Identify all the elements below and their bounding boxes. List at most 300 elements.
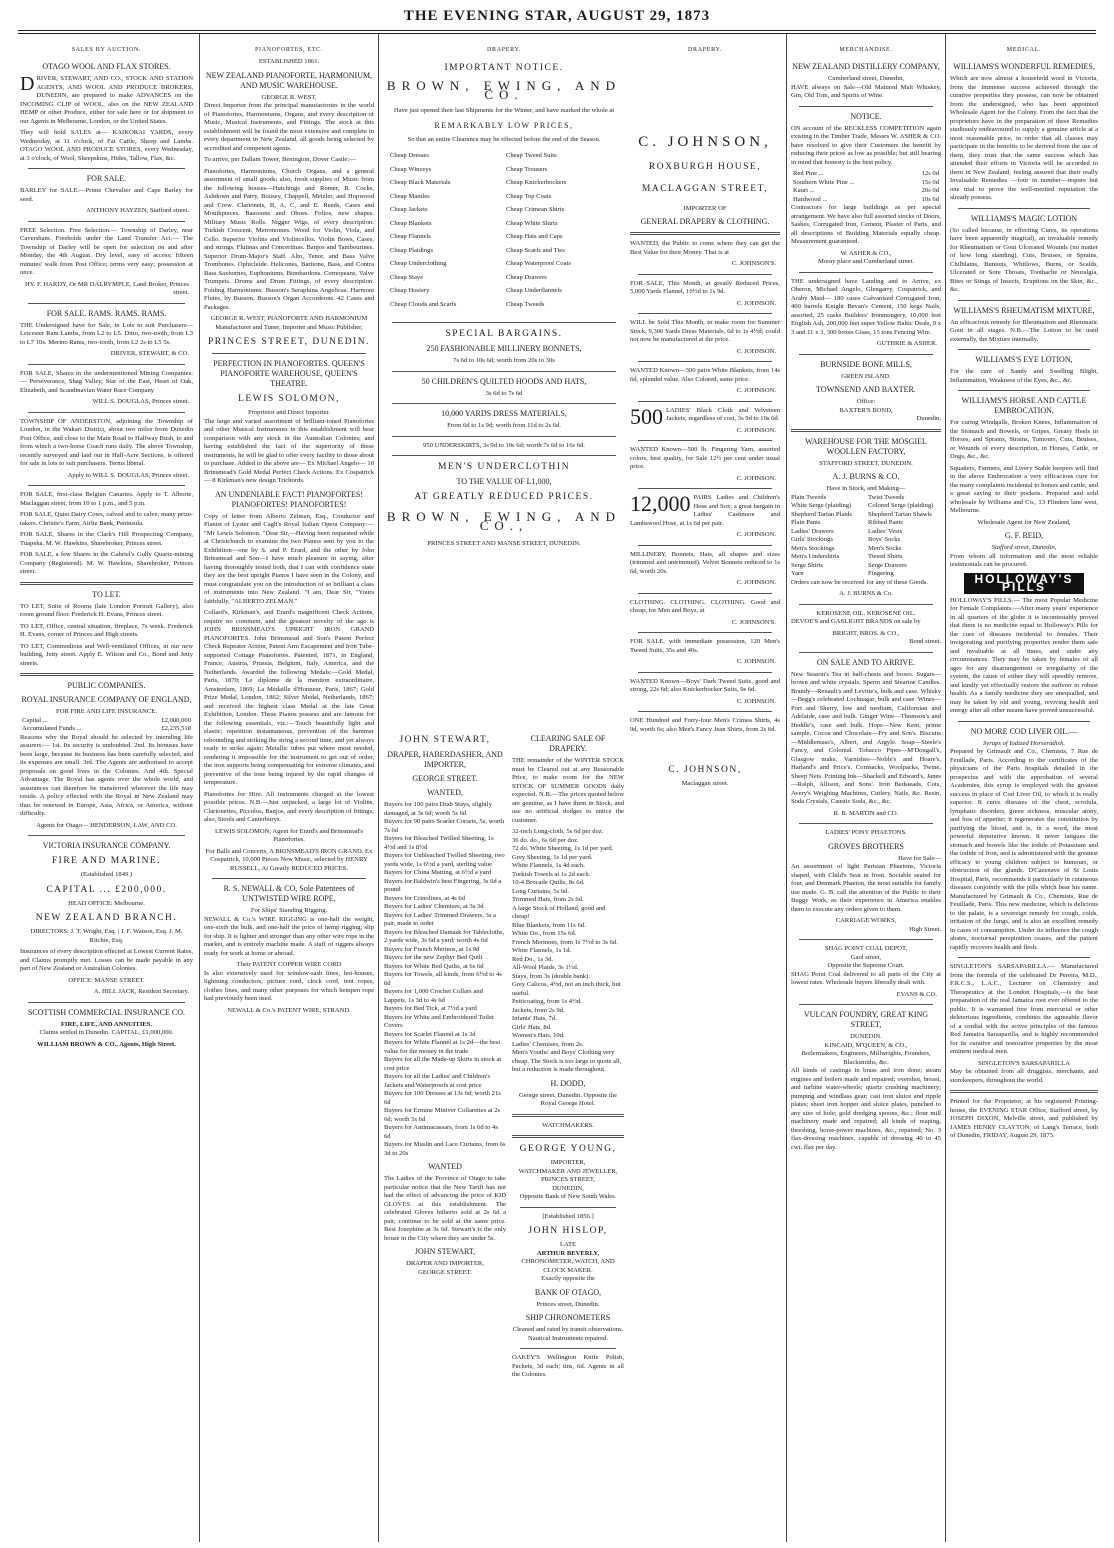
list-item: Cheap Tweeds (506, 300, 545, 308)
row-label: Hardwood ... (793, 195, 828, 203)
list-item: Cheap Winceys (390, 165, 432, 173)
list-item: Ladies' Vests (868, 527, 903, 535)
ad-signature: DRIVER, STEWART, & CO. (110, 350, 189, 357)
ad-heading: NOTICE. (850, 111, 882, 121)
ad-signature: GUTHRIE & ASHER. (876, 340, 937, 347)
ad-body: Squatters, Farmers, and Livery Stable keepers will find in the above Embrocation a very efficacious cure for the many complaints incidental to horses and cattle, and a great saving to their pockets. Prepared and sold wholesale by Williams and Co., 13 Flinders lane west, Melbourne. (950, 464, 1098, 514)
list-item: 10-4 Brocade Quilts, 8s 6d. (512, 879, 585, 886)
ad-body: 7s 6d to 10s 6d; worth from 20s to 30s (453, 357, 555, 364)
list-item: Cheap Stays (390, 273, 423, 281)
ad-body: 12,000 PAIRS Ladies and Children's Hose and Sox; a great bargain in Ladies' Cashmere and Lambswool Hose, at 1s 6d per pair. (630, 491, 780, 527)
divider (958, 208, 1090, 209)
list-item: Buyers for 90 pairs Scarlet Corsets, 5s; worth 7s 6d (384, 818, 505, 834)
list-item: Petticoating, from 1s 4½d. (512, 998, 582, 1005)
ad-heading: NO MORE COD LIVER OIL.— (970, 726, 1078, 736)
list-item: Buyers for Ladies' Trimmed Drawers, 3s a pair, made to order (384, 911, 496, 927)
ad-title: BROWN, EWING, AND CO. (386, 78, 622, 102)
divider (20, 582, 193, 585)
ad-signature: Agents for Otago— HENDERSON, LAW, AND CO. (36, 821, 177, 829)
divider (958, 721, 1090, 722)
ad-subheading: BANK OF OTAGO, (534, 1287, 602, 1297)
ad-heading: WANTED, (427, 788, 463, 797)
ad-heading: BURNSIDE BONE MILLS, (820, 359, 912, 369)
ad-subheading: For Ships' Standing Rigging. (250, 907, 328, 914)
list-item: French Merinoes, from 1s 7½d to 3s 6d. (512, 938, 618, 946)
row-value: £2,235,518 (161, 725, 191, 732)
list-item: Buyers for Antimacassars, from 1s 6d to 4s 6d (384, 1124, 498, 1140)
ad-address: PRINCES STREET, DUNEDIN. (208, 337, 370, 347)
list-item: Ladies' Chemises, from 2s. (512, 1040, 584, 1048)
ad-heading: CLEARING SALE OF DRAPERY. (530, 734, 606, 753)
ad-body: FOR SALE, Shares in the undermentioned Mining Companies:— Perseverance, Shag Valley, Star of the East, Heart of Oak, Elizabeth, and Scandinavian Water Race Company (20, 369, 193, 394)
ad-heading: WAREHOUSE FOR THE MOSGIEL WOOLLEN FACTORY, (805, 436, 927, 456)
ad-body: CLOTHING. CLOTHING. CLOTHING. Good and cheap, for Men and Boys, at (630, 598, 780, 614)
list-item: Buyers for Crinolines, at 4s 6d (384, 894, 465, 902)
list-item: Cheap Jackets (390, 206, 428, 213)
clearing-sale-column (512, 730, 624, 1536)
list-item: Cheap Knickerbockers (506, 179, 567, 186)
ad-text: Exactly opposite the (541, 1275, 595, 1282)
list-item: Red Do., 1s 3d. (512, 955, 554, 963)
ad-signature: C. JOHNSON. (736, 474, 776, 482)
ad-text: Have in Stock, and Making— (826, 485, 906, 492)
ad-address: STAFFORD STREET, DUNEDIN. (819, 459, 913, 467)
table-row (791, 170, 941, 179)
ad-address: Stafford street, Dunedin, (991, 544, 1057, 551)
ad-text: Office: (856, 398, 876, 405)
ad-subheading: WATCHMAKER AND JEWELLER, (518, 1167, 618, 1175)
divider (28, 485, 185, 486)
divider (512, 1114, 624, 1117)
list-item: Cheap Black Materials (390, 179, 451, 186)
list-item: 32-inch Long-cloth, 5s 6d per doz. (512, 828, 604, 835)
ad-body: MILLINERY, Bonnets, Hats, all shapes and sizes (trimmed and untrimmed). Velvet Bonnets reduced to 1s 6d, worth 20s. (630, 550, 780, 575)
ad-text: DIRECTORS: J. T. Wright, Esq. | J. F. Watson, Esq. J. M. Ritchie, Esq. (30, 928, 183, 944)
divider (212, 353, 366, 354)
ad-subheading: BAXTER'S BOND, (839, 406, 893, 414)
ad-address: MACLAGGAN STREET, (641, 183, 769, 194)
column-header: SALES BY AUCTION. (71, 47, 142, 53)
divider (512, 1135, 624, 1138)
john-stewart-ad (384, 730, 506, 1536)
mosgiel-list (791, 494, 941, 579)
ad-signature: CARRIAGE WORKS, (835, 917, 897, 924)
ad-body: Insurances of every description effected at Lowest Current Rates, and Claims promptly met. Losses can be made payable in any part of New Zealand or Australian Colonies. (20, 948, 193, 972)
list-item: 36 do. do., 6s 6d per doz. (512, 836, 579, 844)
list-item: White Do., from 15s 6d. (512, 930, 577, 937)
column-header: DRAPERY. (687, 47, 722, 53)
list-item: Twist Tweeds (868, 493, 905, 501)
ad-body: ONE Hundred and Forty-four Men's Crimea Shirts, 4s 9d, worth 6s; also Men's Fancy Jean Shirts, from 2s 6d. (630, 717, 780, 733)
list-item: Men's Undershirts (791, 553, 840, 560)
ad-signature: GEORGE STREET. (418, 1268, 472, 1276)
divider (799, 106, 933, 107)
list-item: Boys' Socks (868, 536, 901, 543)
ad-subheading: KINCAID, M'QUEEN, & CO., (824, 1041, 908, 1049)
ad-heading: NEW ZEALAND PIANOFORTE, HARMONIUM, AND MUSIC WAREHOUSE. (205, 70, 373, 90)
ad-subheading: 50 CHILDREN'S QUILTED HOODS AND HATS, (421, 376, 587, 386)
list-item: White Flannels, 1s 4d each. (512, 862, 585, 869)
divider (392, 455, 616, 456)
ad-signature: C. JOHNSON. (736, 347, 776, 355)
divider (638, 274, 772, 275)
ad-body: Pianofortes, Harmoniums, Church Organs, and a general assortment of small goods; also, fresh supplies of Music from the following houses—Hutchings and Romer, R. Cocks, Ashdown and Parry, Boosey, Chappell, Metzler, and Hopwood and Crew. Clarionets, B, A, C, and E. Reeds, Cases and Mouthpieces. Bassoons and Oboes. Folios, new shapes. Military Music Rolls. Nigger Wigs, of every description. Turkish Crescent. Metronomes. Wood for Violin, Viola, and Cello. Superior Violins and Violincellos. Violin Bows, Cases, and strings. Flutinas and Concertinas. Banjos and Tambourines. Superior Drum-Major's Staff. Alto, Tenor, and Bass Valve Trombones. Ophicleide. Helicones, Baritone, Bass, and Contra Bass Saxhornes, Euphoniums, Bombardons. Cornopeans, Valve Trumpets. Drums and Drum Fittings, of every description. Folding Harmoniums. Busson's Seraphina Angelicas. Harmoni Flutes, by Busson. Busson's Organ Accordeons. 42 Cases and Packages. (204, 167, 374, 311)
column-medical (950, 46, 1098, 1536)
ad-text: Have for Sale— (898, 854, 941, 862)
column-header: DRAPERY. (486, 47, 521, 53)
ad-signature: C. JOHNSON. (736, 387, 776, 394)
divider (28, 364, 185, 365)
divider (958, 957, 1090, 958)
column-divider (199, 34, 200, 1542)
divider (28, 303, 185, 304)
divider (799, 604, 933, 605)
ad-body: NEWALL & Co.'s WIRE RIGGING is one-half the weight, one-sixth the bulk, and one-half the price of hemp rigging; slip for ship. It is lighter and stronger than any other wire rope in the market, and is entirely machine made. A staff of riggers always ready for work at home or abroad. (204, 915, 374, 957)
ad-subheading: TOWNSEND AND BAXTER. (816, 385, 916, 394)
divider (638, 313, 772, 314)
ad-body: An efficacious remedy for Rheumatism and Rheumatic Gout in all stages. N.B.—The Lotion to be used externally, the Mixture internally. (950, 318, 1098, 343)
column-pianofortes (204, 46, 374, 1536)
list-item: Buyers for White and Embroidered Toilet Covers (384, 1013, 494, 1029)
ad-body: WANTED, the Public to come where they can get the Best Value for their Money. That is at (630, 240, 780, 256)
ad-heading: KEROSENE OIL. KEROSENE OIL. (816, 609, 916, 617)
ad-address: PRINCES STREET AND MANSE STREET, DUNEDIN. (427, 540, 581, 547)
ad-body: SHAG Point Coal delivered to all parts of the City at lowest rates. Wholesale buyers liberally dealt with. (791, 970, 941, 986)
divider (799, 272, 933, 273)
divider (638, 711, 772, 712)
ad-title: C. JOHNSON, (668, 765, 742, 775)
ad-heading: WANTED (428, 1162, 462, 1171)
ad-heading: OTAGO WOOL AND FLAX STORES. (42, 62, 171, 71)
row-label: Red Pine ... (793, 170, 824, 177)
ad-body: 950 UNDERSKIRTS, 3s 9d to 10s 6d; worth 7s 6d to 16s 6d. (423, 441, 585, 449)
ad-heading: SCOTTISH COMMERCIAL INSURANCE CO. (27, 1007, 186, 1017)
ad-body: THE Undersigned have for Sale, in Lots to suit Purchasers— Leicester Ram Lambs, from L2 to L5. Ditto, two-tooth, from L3 to L7 10s. Merino Rams, two-tooth, from L2 2s to L5 5s. (20, 321, 193, 346)
ad-subheading: GEORGE R. WEST, PIANOFORTE AND HARMONIUM Manufacturer and Tuner, Importer and Music Publisher, (210, 315, 368, 331)
ad-body: FOR SALE, Shares in the Clark's Hill Prospecting Company, Tuapeka. M. W. Hawkins, Sharebroker, Princes street. (20, 531, 193, 547)
ad-body: From 6d to 1s 9d; worth from 11d to 2s 6d. (447, 422, 561, 429)
list-item: Blue Blankets, from 11s 6d. (512, 921, 586, 929)
ad-text: IMPORTER OF (683, 204, 727, 212)
ad-heading: WILLIAMS'S EYE LOTION, (975, 355, 1073, 364)
ad-body: TO LET, Commodious and Well-ventilated Offices, in our new building, Jetty street. Apply E. Wilson and Co., Bond and Jetty streets. (20, 642, 193, 667)
ad-subheading: SHIP CHRONOMETERS (525, 1313, 611, 1322)
ad-subheading: Their PATENT COPPER WIRE CORD (236, 961, 342, 968)
ad-address: GEORGE STREET. (412, 774, 478, 783)
list-item: Plain Pants (791, 519, 821, 526)
list-item: White Serge (plaiding) (791, 502, 852, 509)
ad-subheading: FIRE, LIFE, AND ANNUITIES. (60, 1020, 153, 1028)
table-row (791, 196, 941, 205)
list-item: Ribbed Pants (868, 519, 903, 526)
list-item: Cheap Scarfs and Ties (506, 246, 565, 254)
ad-text: LATE (559, 1241, 577, 1248)
ad-text: IMPORTER, (550, 1159, 586, 1166)
ad-subheading: 250 FASHIONABLE MILLINERY BONNETS, (426, 344, 582, 353)
ad-body: Is also extensively used for window-sash lines, hot-houses, lightning conductors, picture cord, clock cord, tent ropes, clothes lines, and many other purposes for which hempen rope had previously been used. (204, 969, 374, 1002)
divider (630, 232, 780, 235)
imprint: Printed for the Proprietor, at his registered Printing-house, the EVENING STAR Office, Stafford street, by JOSEPH DIXON, Melville street, and published by JAMES HENRY CLAYTON, of Lang's Terrace, both of Dunedin, FRIDAY, August 29, 1873. (950, 1098, 1098, 1139)
list-item: Girls' Stockings (791, 536, 834, 543)
ad-heading: IMPORTANT NOTICE. (444, 63, 564, 73)
table-row (791, 187, 941, 196)
divider (392, 371, 616, 372)
masthead: THE EVENING STAR, AUGUST 29, 1873 (403, 8, 711, 24)
list-item: Buyers for 100 pairs Drab Stays, slightly damaged, at 3s 6d; worth 5s 6d (384, 801, 492, 817)
ad-body: TOWNSHIP OF ANDERSTON, adjoining the Township of London, in the Wakari District, about two miles from Dunedin Post Office, and close to the Main Road to Halfway Bush, to and from which a two-horse Coach runs daily. The above Township, recently surveyed and laid out in Half-Acre Sections, is offered for sale in lots to suit purchasers. Terms liberal. (20, 417, 193, 467)
column-johnson (630, 46, 780, 1536)
list-item: All-Wool Plaids, 3s 1½d. (512, 964, 579, 971)
list-item: Buyers for Bleached Twilled Sheeting, 1s 4½d and 1s 8½d (384, 835, 494, 851)
ad-heading: LADIES' PONY PHAETONS. (825, 829, 907, 836)
divider (638, 593, 772, 594)
ad-number: 500 (630, 403, 663, 429)
ad-text: Wholesale Agent for New Zealand, (977, 518, 1071, 526)
ad-heading: WILLIAMS'S MAGIC LOTION (970, 213, 1078, 223)
ad-heading: ROYAL INSURANCE COMPANY OF ENGLAND, (21, 695, 192, 704)
ad-signature: JOHN STEWART, (414, 1247, 476, 1256)
ad-body: (So called because, in effecting Cures, its operations have been apparently magical), an invaluable remedy for Rheumatism or Gout Ulcerated Wounds (no matter of how long standing), Cuts, Bruises, or Sprains, Chilblains, Bunions, Whitlows, Burns, or Scalds, Ulcerated or Sore Throats, Toothache or Neuralgia, Bites or Stings of Insects, Eruptions on the Skin, &c., &c. (950, 226, 1098, 293)
ad-signature: H. DODD, (550, 1078, 586, 1088)
ad-subheading: MEN'S UNDERCLOTHIN (438, 462, 570, 472)
list-item: Shepherd Tartan Shawls (868, 510, 932, 518)
clearing-list (512, 828, 624, 1075)
list-item: Long Curtains, 5s 6d. (512, 887, 569, 895)
list-item: Buyers for all the Made-up Skirts in stock at cost price (384, 1056, 502, 1072)
ad-address: Opposite the Supreme Court. (827, 962, 905, 969)
divider (638, 632, 772, 633)
ad-body: New Season's Tea in half-chests and boxes. Sugars—brown and white crystals. Sperm and Stearine Candles. Brandy—Renault's and Levitte's, bulk and case. Whisky—Begg's celebrated Lochnagar, bulk and case. Wines—Port and Sherry, low and medium, Californian and Adelaide, case and bulk. Ginger Wine—Thomson's and Heddle's, case and bulk. Hops—New Kent, prime sample. Cocoa and Chocolate—Fry and Son's. Biscuits—Middlemass's, Albert, and Argyle. Soap—Steele's Fancy, and Colonial. Tobacco Pipes—M'Dougall's, Glasgow make. Varnishes—Noble's and Hoare's, Harland's and Price's. Cornsacks, Woolpacks, Twine, Sheep Nets. Printing Ink—Shackell and Edward's, Janes—Ralph, Allison, and Sons'. Iron Bedsteads, Cots, Avery's Weighing Machines, Cutlery, Nails, &c. Resin, Soda Crystals, Caustic Soda, &c., &c. (791, 670, 941, 805)
list-item: Turkish Towels at 1s 2d each. (512, 870, 591, 878)
divider (28, 168, 185, 169)
ad-subheading: FOR FIRE AND LIFE INSURANCE. (56, 708, 157, 715)
ad-heading: SPECIAL BARGAINS. (445, 329, 563, 339)
ad-address: PRINCES STREET, (540, 1176, 596, 1183)
ad-subheading: CHRONOMETER, WATCH, AND CLOCK MAKER. (521, 1258, 615, 1274)
list-item: Buyers for Scarlet Flannel at 1s 3d (384, 1030, 476, 1038)
ad-subheading: REMARKABLY LOW PRICES, (434, 120, 574, 130)
list-item: Buyers for White Flannel at 1s 2d—the best value for the money in the trade (384, 1039, 501, 1055)
divider (28, 221, 185, 222)
list-item: Buyers for White Bed Quilts, at 6s 6d (384, 962, 484, 970)
list-item: Cheap Clouds and Scarfs (390, 300, 457, 308)
ad-address: Bond street. (909, 638, 941, 645)
ad-signature: HY. F. HARDY, Or MR DALRYMPLE, Land Broker, Princes street. (25, 280, 189, 296)
ad-address: Gaol street, (850, 953, 882, 961)
list-item: Tweed Shirts (868, 553, 903, 560)
divider (638, 361, 772, 362)
list-item: Cheap Mantles (390, 192, 430, 200)
row-value: 15s 0d (921, 178, 939, 186)
ad-title: GEORGE YOUNG, (519, 1144, 617, 1154)
divider (958, 349, 1090, 350)
row-value: 10s 6d (921, 195, 939, 203)
row-value: 20s 0d (921, 187, 939, 194)
list-item: Women's Hats, 10d. (512, 1032, 565, 1039)
ad-text: TO THE VALUE OF L1,000, (456, 477, 552, 486)
list-item: Buyers for all the Ladies' and Children's Jackets and Waterproofs at cost price (384, 1073, 491, 1089)
ad-signature: Apply to WILL S. DOUGLAS, Princes street. (67, 471, 189, 479)
column-header: MERCHANDISE. (839, 47, 893, 53)
list-item: Fingering (868, 570, 894, 577)
ad-signature: C. JOHNSON. (736, 579, 776, 586)
list-item: Cheap Underclothing (390, 260, 447, 267)
row-label: Kauri ... (793, 187, 815, 194)
section-heading: FOR SALE. RAMS. RAMS. RAMS. (46, 308, 167, 318)
ad-body: WANTED Known—300 pairs White Blankets, from 14s 6d, splendid value. Also Colored, same price. (630, 367, 780, 383)
ad-heading: SHAG POINT COAL DEPOT, (824, 945, 908, 952)
ad-heading: ON SALE AND TO ARRIVE. (816, 657, 916, 667)
ad-body: FOR SALE, Quiet Dairy Cows, calved and to calve; many prize-takers. Christie's Farm, Airlie Bank, Peninsula. (20, 511, 193, 527)
ad-signature: A. HILL JACK, Resident Secretary. (93, 988, 189, 995)
ad-signature: G. F. REID, (1004, 531, 1044, 540)
ad-body: Copy of letter from Alberto Zelman, Esq., Conductor and Pianist of Lyster and Cagli's Royal Italian Opera Company:— "Mr Lewis Solomon. "Dear Sir,—Having been requested while at Christchurch to examine the two Pianos sent by you to the Exhibition—one by S. and P. Erard, and the other by John Brinsmead and Son—I have much pleasure in saying, after having thoroughly tested both, that I can with confidence state they are the best upright Pianos I have seen in the Colony, and must congratulate you on the introduction of so brilliant a class of instruments into New Zealand. "I am, Dear Sir, "Yours faithfully, "ALBERTO ZELMAN." (204, 512, 374, 605)
list-item: Cheap Top Coats (506, 192, 552, 200)
ad-body: SINGLETON'S SARSAPARILLA.— Manufactured from the formula of the celebrated Dr Pereira, M.D., F.R.C.S., L.A.C., Lecturer on Chemistry and Therapeutics at the London Hospitals,—is the best preparation of the real Jamaica root ever offered to the public. It is warranted free from mercurial or other deleterious ingredients, combines the agreeable flavor of a cordial with the active principles of the famous Red Jamaica Sarsaparilla, and is highly recommended for its curative and restorative properties by the most eminent medical men. (950, 963, 1098, 1055)
ad-subheading: GEORGE R. WEST, (261, 93, 317, 101)
ad-signature: SINGLETON'S SARSAPARILLA (978, 1059, 1070, 1067)
list-item: Buyers for French Merinos, at 1s 9d (384, 945, 480, 953)
ad-body: DEVOE'S and GASLIGHT BRANDS on sale by (791, 618, 921, 625)
list-item: Cheap Hats and Caps (506, 233, 563, 240)
ad-body: An assortment of light Parisian Phaetons, Victoria shaped, with Child's Seat in front. Sociable seated for four, and Denmark Phaeton, the most suitable for family use made. G. B. call the attention of the Public to their Buggy Work, as their experience in America enables them to execute any orders given to them. (791, 863, 941, 913)
column-auction (20, 46, 193, 1536)
ad-address: High Street. (909, 925, 941, 933)
list-item: Ladies' Drawers (791, 527, 834, 535)
ad-signature: ANTHONY HAYZEN, Stafford street. (86, 207, 189, 214)
list-item: Buyers for Ladies' Chemises, at 3s 3d (384, 903, 484, 910)
ad-body: The large and varied assortment of brilliant-toned Pianofortes and other Musical Instruments in this establishment will bear comparison with any stock in the Australian Colonies; and having established the fact of the superiority of these instruments, he will be glad to offer every facility to those about to purchase. Added to the above are— Ex Michael Angelo— 10 Brinsmead's Gold Medal Perfect Check Actions. Ex Cospatrick— 8 Kirkman's new design Trichords. (204, 417, 374, 484)
list-item: Serge Drawers (868, 561, 907, 569)
list-item: Cheap Drawers (506, 273, 547, 281)
list-item: Men's Stockings (791, 544, 835, 552)
divider (799, 1004, 933, 1005)
ad-body: THE remainder of the WINTER STOCK must be Cleared out at any Reasonable Price, to make room for the NEW STOCK OF SUMMER GOODS daily expected. N.B.—The prices quoted below are genuine, as I have them in Stock, and use no artificial dodges to entice the customer. (512, 757, 624, 824)
ad-body: 500 LADIES' Black Cloth and Velveteen Jackets, regardless of cost, 3s 9d to 10s 6d. (630, 403, 780, 429)
ad-subheading: LEWIS SOLOMON, (238, 394, 340, 404)
list-item: Shepherd Tartan Plaids (791, 510, 852, 518)
ad-body: FOR SALE, This Month, at greatly Reduced Prices, 5,000 Yards Flannel, 10½d to 1s 9d. (630, 279, 780, 295)
list-item: Cheap White Shirts (506, 219, 558, 227)
list-item: Cheap Underflannels (506, 287, 562, 294)
divider (28, 835, 185, 836)
ad-body: Which are now almost a household word in Victoria, from the immense success achieved through the curative properties they possess, can now be obtained from the undersigned, who has been appointed Wholesale Agent for the Colony. From the fact that the proprietors have in the preparation of these Remedies studiously endeavoured to supply a genuine article at a most reasonable price, in order that all classes may participate in the benefits to be derived from the use of them, they trust that the same success which has attended their efforts in Victoria will be accorded to them in New Zealand, feeling assured that their really Invaluable Remedies —four in number—require but one trial to prove the well-merited reputation the already possess. (950, 75, 1098, 201)
divider (799, 939, 933, 940)
divider (520, 1348, 616, 1349)
column-divider (786, 34, 787, 1542)
list-item: Infants' Hats, 7d. (512, 1015, 557, 1022)
ad-body: From whom all information and the most reliable testimonials can be procured. (950, 552, 1098, 568)
ad-body: May be obtained from all druggists, merchants, and storekeepers, throughout the world. (950, 1068, 1098, 1084)
list-item: Buyers for Bed Tick, at 7½d a yard (384, 1005, 477, 1012)
list-item: Cheap Crimean Shirts (506, 206, 565, 213)
ad-heading: WILLIAMS'S HORSE AND CATTLE EMBROCATION, (961, 396, 1087, 415)
divider (28, 412, 185, 413)
list-item: Cheap Waterproof Coats (506, 260, 571, 267)
divider (791, 429, 941, 432)
ad-subheading: 10,000 YARDS DRESS MATERIALS, (441, 409, 567, 418)
ad-signature: C. JOHNSON'S. (731, 260, 776, 267)
ad-title: C. JOHNSON, (638, 134, 772, 150)
section-heading: PUBLIC COMPANIES. (67, 681, 146, 690)
ad-body: Direct Importer from the principal manufactories in the world of Pianofortes, Harmoniums, Organs, and every description of Music, Musical Instruments, and Fittings. The stock at this establishment will be found the most extensive and complete in every department in New Zealand, all goods being selected by accredited and competent agents. (204, 102, 374, 152)
ad-text: (Established 1849.) (80, 871, 133, 878)
row-label: Capital ... (22, 716, 48, 724)
ad-subheading: NEW ZEALAND BRANCH. (35, 913, 178, 923)
list-item: Jackets, from 2s 9d. (512, 1006, 565, 1014)
ad-signature: EVANS & CO. (896, 990, 937, 998)
divider (799, 354, 933, 355)
list-item: Buyers for Muslin and Lace Curtains, from 6s 3d to 20s (384, 1141, 506, 1157)
divider (638, 488, 772, 489)
ad-body: The Ladies of the Province of Otago to take particular notice that the New Tariff has not had the effect of advancing the price of KID GLOVES at this establishment. The celebrated Gloves hitherto sold at 2s 6d a pair, continue to be sold at the same price. Best Josephine at 3s 6d. Stewart's is the only house in the City where they are under 5s. (384, 1175, 506, 1242)
ad-subheading: GROVES BROTHERS (828, 841, 904, 851)
ad-heading: VULCAN FOUNDRY, GREAT KING STREET, (803, 1010, 929, 1029)
row-value: 12s 0d (921, 170, 939, 177)
ad-body: FOR SALE, first-class Belgian Canaries. Apply to T. Alborte, Maclaggan street, from 10 to 1 p.m., and 5 p.m. (20, 491, 193, 507)
ad-heading: WILLIAMS'S RHEUMATISM MIXTURE, (953, 305, 1095, 315)
ad-signature: NEWALL & Co.'s PATENT WIRE, STRAND. (227, 1006, 351, 1014)
divider (958, 390, 1090, 391)
table-row (20, 717, 193, 726)
ad-text: GREEN ISLAND. (841, 372, 891, 380)
ad-signature: C. JOHNSON'S. (731, 618, 776, 626)
ad-subheading: DRAPER, HABERDASHER, AND IMPORTER, (387, 750, 503, 769)
table-row (20, 725, 193, 734)
ad-title: JOHN STEWART, (399, 735, 491, 745)
ad-body: Pianofortes for Hire. All instruments charged at the lowest possible prices. N.B.—Just unpacked, a large lot of Violins, Clarionettes, Piccolos, Banjos, and every description of fittings; also, Stools and Canterburys. (204, 790, 374, 823)
column-header: MEDICAL. (1006, 47, 1042, 53)
ad-signature: C. JOHNSON. (736, 658, 776, 665)
ad-body: Prepared by Grimault and Co., Chemists, 7 Rue de Feuillade, Paris. According to the certificates of the physicians of the Paris hospitals detailed in the prospectus and with the approbation of several Academies, this syrup is employed with the greatest success in place of Cod Liver Oil, to which it is really superior. It cures diseases of the chest, scrofula, lymphatic disorders, green sickness, muscular atony, and loss of appetite; it regenerates the constitution by purifying the blood, and is, in a word, the most powerful depurative known. It never fatigues the stomach and bowels like the iodide of Potassium and the iodide of Iron, and is administered with the greatest efficacy to young children subject to humours, or obstruction of the glands. D'Cazenave of St Louis Hospital, Paris, recommends it particularly in cutaneous diseases conjointly with the pills which bear his name. Manufactured by Grimault & Co., Chemists, Rue de Feuillade, Paris. This new medicine, which is delicious to the palate, is a sovereign remedy for cough, colds, irritation of the lungs, and is also an excellent remedy in cases of consumption. Under its influence the cough abates, nocturnal perspiration ceases, and the patient rapidly recovers health and flesh. (950, 748, 1098, 951)
list-item: Trimmed Hats, from 2s 6d. (512, 896, 584, 903)
ad-body: TO LET, Office, central situation, fireplace, 7s week. Frederick H. Evans, corner of Princes and High streets. (20, 622, 193, 638)
ad-body: THE undersigned have Landing and to Arrive, ex Oberon, Michael Angelo, Glengarry, Cospatrick, and Araby Maid— 180 cases Galvanised Corrugated Iron, 400 barrels Knight Bevan's Cement, 150 kegs Nails, assorted, 25 casks Builders' Ironmongery, 10,000 feet English Ash, 200,000 feet super Yellow Baltic Deals, 9 x 3 and 11 x 3, 300 boxes Glass, 15 tons Fencing Wire. (791, 277, 941, 336)
ad-body: DRIVER, STEWART, AND CO., STOCK AND STATION AGENTS, AND WOOL AND PRODUCE BROKERS, DUNEDIN, are prepared to make ADVANCES on the INCOMING CLIP of WOOL, also on the NEW ZEALAND HEMP or other Produce, either for sale here or for shipment to our Agents in Melbourne, London, or the United States. (20, 73, 193, 125)
list-item: Stays, from 3s (double bank). (512, 972, 591, 980)
ad-body: HAVE always on Sale—Old Matured Malt Whiskey, Gin, Old Tom, and Spirits of Wine. (791, 83, 941, 99)
ad-address: Princes street, Dunedin. (536, 1300, 600, 1308)
ad-body: WILL be Sold This Month, to make room for Summer Stock, 9,300 Yards Dress Materials, 6d to 1s 4½d; could not now be manufactured at the price. (630, 319, 780, 343)
ad-signature: BRIGHT, BROS. & CO., (832, 629, 900, 637)
ad-text: Dunedin. (916, 415, 941, 422)
section-heading: FOR SALE. (86, 174, 127, 183)
ad-heading: AN UNDENIABLE FACT! PIANOFORTES! PIANOFORTES! PIANOFORTES! (214, 489, 364, 509)
ad-text: HEAD OFFICE: Melbourne. (68, 899, 145, 907)
ad-body: OAKEY'S Wellington Knife Polish, Packets, 3d each; tins, 6d. Agents in all the Colonies. (512, 1354, 624, 1378)
list-item: Cheap Blankets (390, 219, 432, 227)
ad-body: TO LET, Suite of Rooms (late London Portrait Gallery), also room ground floor. Frederick H. Evans, Princes street. (20, 602, 193, 618)
ad-signature: WILLIAM BROWN & CO., Agents, High Street. (37, 1040, 176, 1048)
section-heading: WATCHMAKERS. (542, 1121, 594, 1129)
divider (950, 1090, 1098, 1093)
divider (638, 545, 772, 546)
ad-text: ESTABLISHED 1861. (258, 58, 320, 65)
divider (799, 823, 933, 824)
ad-number: 12,000 (630, 491, 691, 516)
ad-address: George street, Dunedin. Opposite the Royal George Hotel. (518, 1091, 618, 1107)
list-item: Serge Shirts (791, 561, 823, 569)
ad-address: DUNEDIN, (552, 1184, 584, 1192)
list-item: Grey Sheeting, 1s 1d per yard. (512, 853, 593, 861)
divider (20, 673, 193, 676)
column-divider (945, 34, 946, 1542)
mosgiel-list-right (868, 494, 941, 579)
divider (958, 300, 1090, 301)
section-heading: TO LET. (92, 589, 121, 599)
column-merchandise (791, 46, 941, 1536)
ad-text: CAPITAL ... £200,000. (46, 884, 167, 895)
